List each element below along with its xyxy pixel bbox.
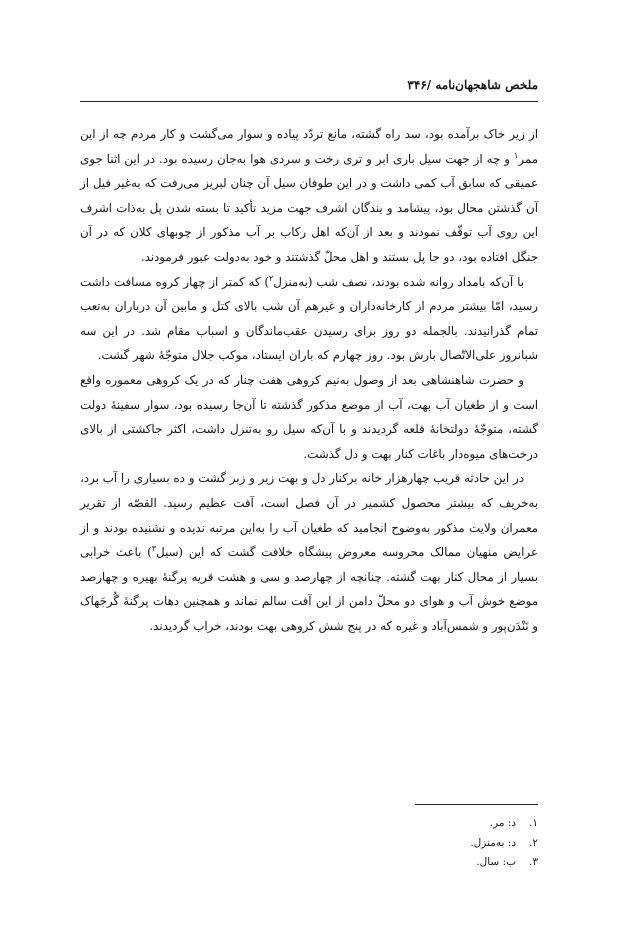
footnote-ref-1: ۱: [514, 150, 519, 160]
paragraph-2: با آن‌که بامداد روانه شده بودند، نصف شب (به‌منزل$^۲$) که کمتر از چهار کروه مسافت داشت رسید، امّا بیشتر مردم از کارخانه‌داران و غیرهم آن شب بالای کتل و مابین آن درباران به‌تعب تمام گذرانیدند. بالجمله دو روز برای رسیدن عقب‌ماندگان و اسباب مقام شد. در این سه شبانروز علی‌الاتّصال بارش بود. روز چهارم که باران ایستاد، موکب جلال متوجّهٔ شهر گشت.: [80, 273, 538, 363]
paragraph-1: از زیر خاک برآمده بود، سد راه گشته، مانع تردّد پیاده و سوار می‌گشت و کار مردم چه از این ممر$^۱$ و چه از جهت سیل باری ابر و تری رخت و سردی هوا به‌جان رسیده بود. در این اثنا جوی عمیقی که سابق آب کمی داشت و در این طوفان سیل آن چنان لبریز می‌رفت که به‌غیر فیل از آن گذشتن محال بود، پیشامد و بندگان اشرف جهت مزید تأکید تا بسته شدن پل به‌ذات اشرف این روی آب توقّف نمودند و بعد از آن‌که اهل رکاب بر آب مذکور از چوبهای کلان که در آن جنگل افتاده بود، دو جا پل بستند و اهل محلّ گذشتند و خود به‌دولت عبور فرمودند.: [80, 127, 538, 264]
header-rule: [80, 101, 538, 102]
footnote-1: ۱.د: مر.: [489, 817, 538, 829]
running-header: [80, 78, 538, 92]
footnotes: [80, 814, 538, 873]
footnote-3: ۳.ب: سال.: [476, 856, 538, 868]
paragraph-3: و حضرت شاهنشاهی بعد از وصول به‌نیم کروهی هفت چنار که در یک کروهی معموره واقع است و از طغیان آب بهت، آب از موضع مذکور گذشته تا آن‌جا رسیده بود، سوار سفینهٔ دولت گشته، متوجّهٔ دولتخانهٔ قلعه گردیدند و با آن‌که سیل رو به‌تنزل داشت، اکثر جاکشتی از بالای درخت‌های میوه‌دار باغات کنار بهت و دل گذشت.: [80, 372, 538, 461]
footnote-ref-3: ۳: [151, 544, 157, 554]
footnote-ref-2: ۲: [269, 273, 274, 283]
body-text: [80, 122, 538, 638]
footnote-rule: [415, 804, 538, 805]
running-title: ملخص شاهجهان‌نامه /۳۴۶: [407, 78, 538, 92]
footnote-2: ۲.د: به‌منزل.: [470, 836, 538, 849]
paragraph-4: در این حادثه قریب چهارهزار خانه برکنار دل و بهت زیر و زبر گشت و ده بسیاری را آب برد، به‌خریف که بیشتر محصول کشمیر در آن فصل است، آفت عظیم رسید. القصّه از تقریر معمران ولایت مذکور به‌وضوح انجامید که طغیان آب را به‌این مرتبه ندیده و نشنیده بودند و از عرایض منهیان ممالک محروسه معروض پیشگاه خلافت گشت که این (سیل$^۳$) باعث خرابی بسیار از محال کنار بهت گشته. چنانچه از چهارصد و سی و هشت قریه پرگنهٔ بهیره و چهارصد موضع خوش آب و هوای دو محلّ دامن از این آفت سالم نماند و همچنین دهات پرگنهٔ گُرجَهاک و نَنْدَن‌پور و شمس‌آباد و غیره که در پنج شش کروهی بهت بودند، خراب گردیدند.: [80, 471, 538, 633]
